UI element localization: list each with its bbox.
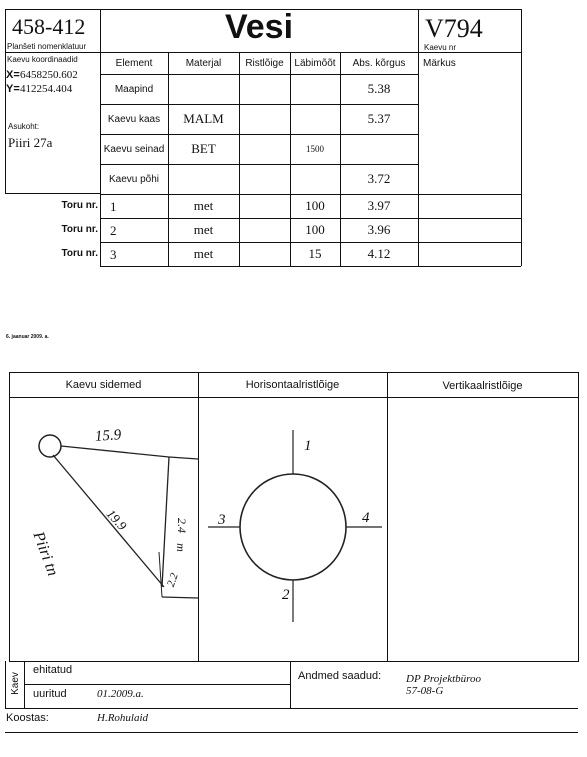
- pipe-number: 1: [110, 199, 117, 214]
- author-value: H.Rohulaid: [97, 712, 149, 724]
- location-label: Asukoht:: [8, 122, 40, 131]
- table-row-element: Maapind: [114, 83, 154, 95]
- built-label: ehitatud: [33, 664, 73, 676]
- well-id-label: Kaevu nr: [424, 43, 457, 52]
- col-well-connections: Kaevu sidemed: [65, 379, 142, 391]
- pipe-height: 3.96: [367, 222, 391, 237]
- source-label: Andmed saadud:: [298, 670, 382, 682]
- dim-right: 2.4: [175, 518, 189, 533]
- pipe-label: Toru nr.: [61, 200, 98, 211]
- col-element: Element: [115, 57, 153, 69]
- pipe-height: 3.97: [367, 198, 391, 213]
- pipe-number: 2: [110, 223, 117, 238]
- col-horizontal-section: Horisontaalristlõige: [245, 379, 340, 391]
- pipe-material: met: [193, 246, 214, 261]
- pipe-3-marker: 3: [218, 512, 226, 528]
- col-abs-height: Abs. kõrgus: [352, 57, 406, 69]
- street-label: Piiri tn: [29, 529, 62, 579]
- col-cross-section: Ristlõige: [245, 57, 284, 69]
- author-label: Koostas:: [6, 712, 49, 724]
- table-row-element: Kaevu kaas: [107, 113, 161, 125]
- table-row-element: Kaevu põhi: [108, 173, 160, 185]
- map-sheet-label: Planšeti nomenklatuur: [7, 42, 87, 51]
- col-vertical-section: Vertikaalristlõige: [442, 380, 523, 392]
- y-label: Y=: [6, 83, 20, 95]
- source-value: DP Projektbüroo: [406, 673, 482, 685]
- page-title: Vesi: [224, 8, 294, 46]
- col-material: Materjal: [185, 57, 222, 69]
- date-note: 6. jaanuar 2009. a.: [6, 334, 49, 340]
- table-row-height: 5.37: [367, 111, 391, 126]
- well-side-label: Kaev: [9, 672, 21, 695]
- table-row-material: MALM: [183, 111, 224, 126]
- source-code: 57-08-G: [406, 685, 444, 697]
- x-coordinate: 6458250.602: [20, 69, 78, 81]
- pipe-diameter: 100: [305, 198, 325, 213]
- map-sheet-number: 458-412: [12, 14, 86, 39]
- table-row-diameter: 1500: [306, 144, 324, 154]
- pipe-height: 4.12: [367, 246, 391, 261]
- coords-label: Kaevu koordinaadid: [7, 55, 78, 64]
- table-row-element: Kaevu seinad: [103, 143, 165, 155]
- dim-right-unit: m: [173, 543, 188, 552]
- surveyed-label: uuritud: [33, 688, 67, 700]
- pipe-material: met: [193, 198, 214, 213]
- col-remarks: Märkus: [423, 58, 456, 69]
- well-id: V794: [425, 14, 483, 43]
- dim-bottom: 2.2: [164, 571, 181, 589]
- x-label: X=: [6, 69, 20, 81]
- pipe-1-marker: 1: [304, 438, 312, 454]
- pipe-4-marker: 4: [362, 510, 370, 526]
- table-row-height: 5.38: [367, 81, 391, 96]
- pipe-diameter: 15: [308, 246, 322, 261]
- pipe-diameter: 100: [305, 222, 325, 237]
- pipe-label: Toru nr.: [61, 248, 98, 259]
- surveyed-value: 01.2009.a.: [97, 688, 144, 700]
- table-row-height: 3.72: [367, 171, 391, 186]
- horizontal-section-drawing: [198, 397, 387, 661]
- pipe-2-marker: 2: [282, 587, 290, 603]
- location-value: Piiri 27a: [8, 135, 53, 150]
- pipe-number: 3: [110, 247, 117, 262]
- dim-diagonal: 19.9: [103, 506, 130, 534]
- pipe-material: met: [193, 222, 214, 237]
- dim-top: 15.9: [94, 427, 122, 445]
- table-row-material: BET: [191, 141, 216, 156]
- y-coordinate: 412254.404: [20, 83, 73, 95]
- col-diameter: Läbimõõt: [294, 57, 336, 69]
- pipe-label: Toru nr.: [61, 224, 98, 235]
